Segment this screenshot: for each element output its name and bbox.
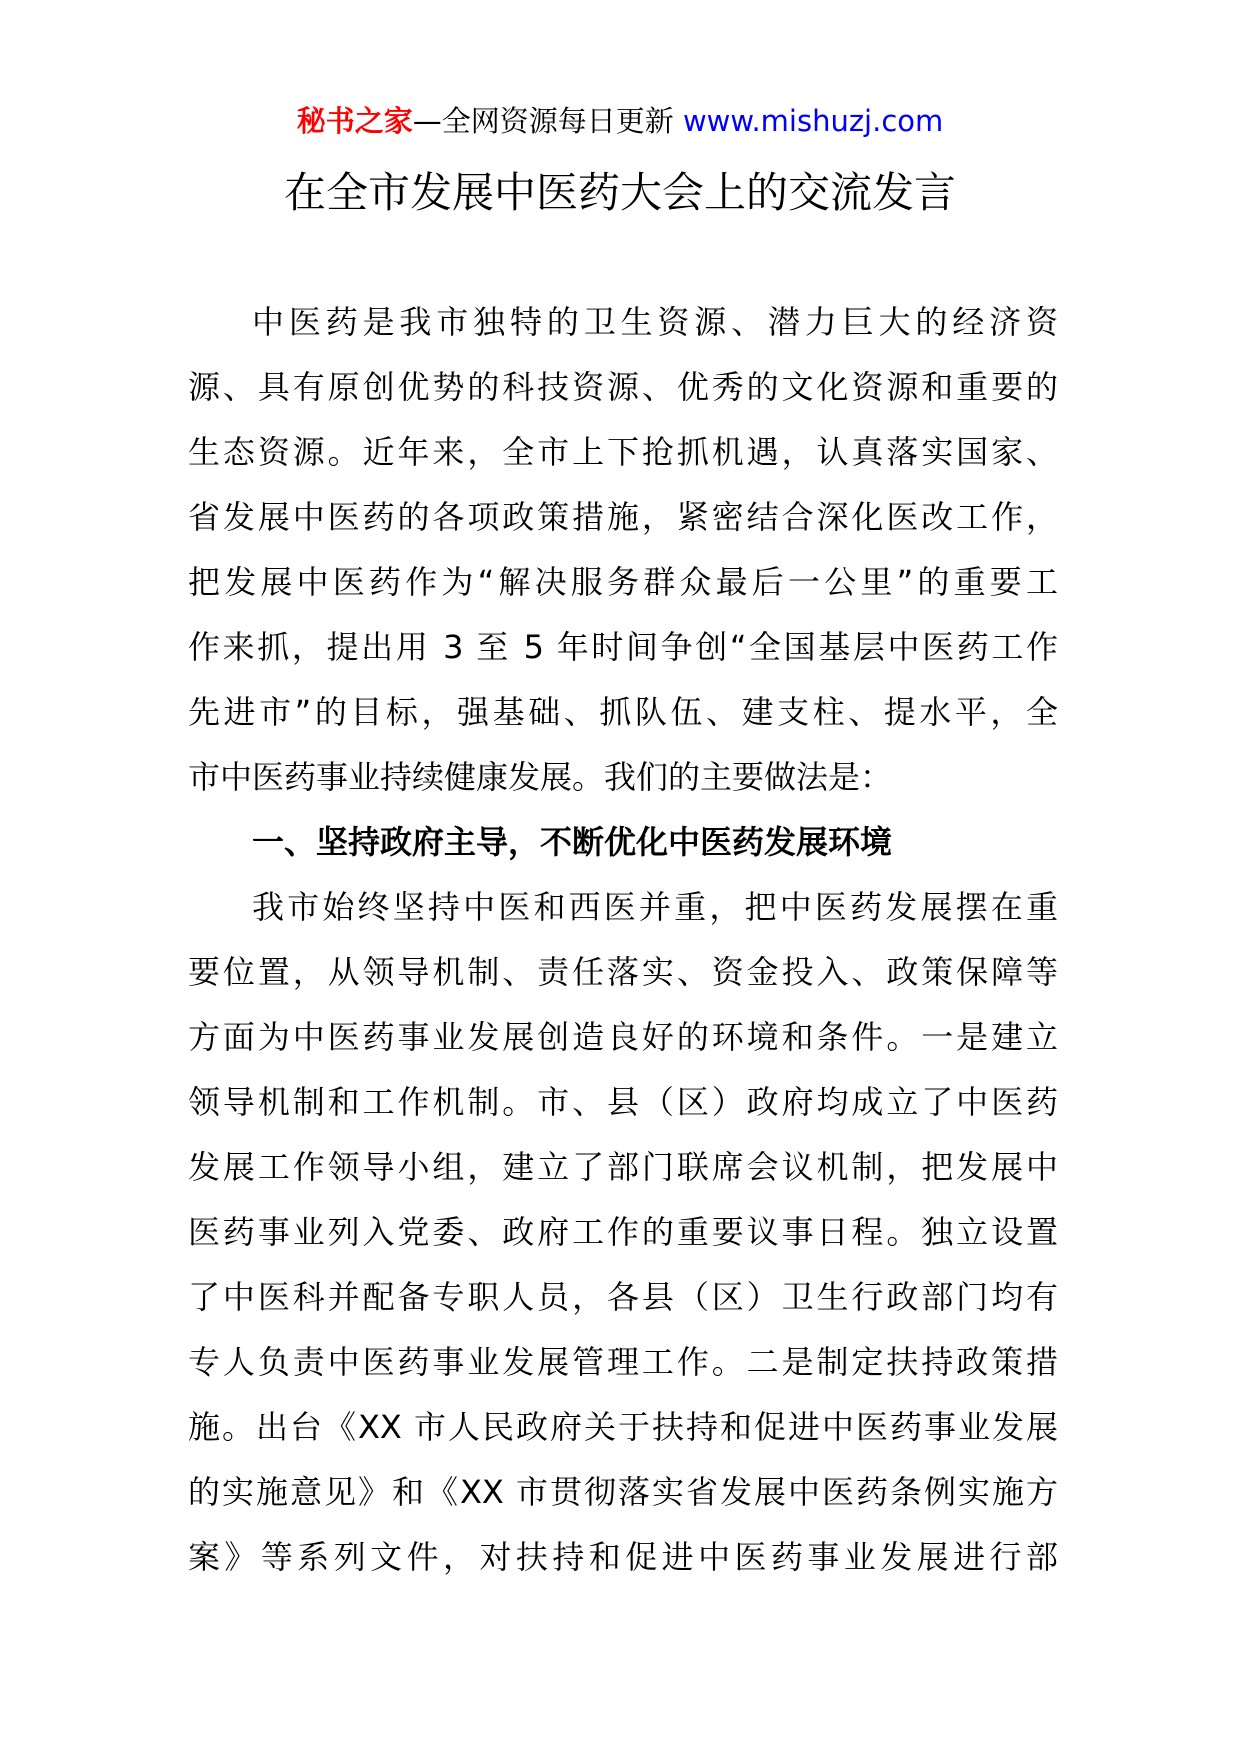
paragraph-line: 作来抓，提出用 3 至 5 年时间争创“全国基层中医药工作 — [188, 628, 1058, 666]
paragraph-line: 施。出台《XX 市人民政府关于扶持和促进中医药事业发展 — [188, 1408, 1058, 1446]
paragraph-line: 发展工作领导小组，建立了部门联席会议机制，把发展中 — [188, 1148, 1058, 1186]
paragraph-line: 我市始终坚持中医和西医并重，把中医药发展摆在重 — [252, 888, 1058, 926]
paragraph-line: 先进市”的目标，强基础、抓队伍、建支柱、提水平，全 — [188, 693, 1058, 731]
paragraph-line: 了中医科并配备专职人员，各县（区）卫生行政部门均有 — [188, 1278, 1058, 1316]
paragraph-line: 把发展中医药作为“解决服务群众最后一公里”的重要工 — [188, 563, 1058, 601]
paragraph-line: 专人负责中医药事业发展管理工作。二是制定扶持政策措 — [188, 1343, 1058, 1381]
brand-name: 秘书之家 — [296, 104, 413, 138]
paragraph-line: 方面为中医药事业发展创造良好的环境和条件。一是建立 — [188, 1018, 1058, 1056]
paragraph-line: 省发展中医药的各项政策措施，紧密结合深化医改工作， — [188, 498, 1058, 536]
paragraph-line: 中医药是我市独特的卫生资源、潜力巨大的经济资 — [252, 303, 1058, 341]
site-header — [0, 101, 1240, 141]
section-heading: 一、坚持政府主导，不断优化中医药发展环境 — [252, 823, 893, 861]
paragraph-line: 的实施意见》和《XX 市贯彻落实省发展中医药条例实施方 — [188, 1473, 1058, 1511]
document-body — [188, 290, 1058, 1590]
paragraph-line: 医药事业列入党委、政府工作的重要议事日程。独立设置 — [188, 1213, 1058, 1251]
paragraph-line: 案》等系列文件，对扶持和促进中医药事业发展进行部 — [188, 1538, 1058, 1576]
paragraph-line: 生态资源。近年来，全市上下抢抓机遇，认真落实国家、 — [188, 433, 1058, 471]
paragraph-line: 领导机制和工作机制。市、县（区）政府均成立了中医药 — [188, 1083, 1058, 1121]
paragraph-line: 源、具有原创优势的科技资源、优秀的文化资源和重要的 — [188, 368, 1058, 406]
paragraph-line: 要位置，从领导机制、责任落实、资金投入、政策保障等 — [188, 953, 1058, 991]
site-url-link[interactable]: www.mishuzj.com — [682, 104, 944, 138]
header-tagline: —全网资源每日更新 — [412, 104, 683, 138]
document-title: 在全市发展中医药大会上的交流发言 — [283, 168, 956, 217]
paragraph-line: 市中医药事业持续健康发展。我们的主要做法是： — [188, 758, 893, 796]
